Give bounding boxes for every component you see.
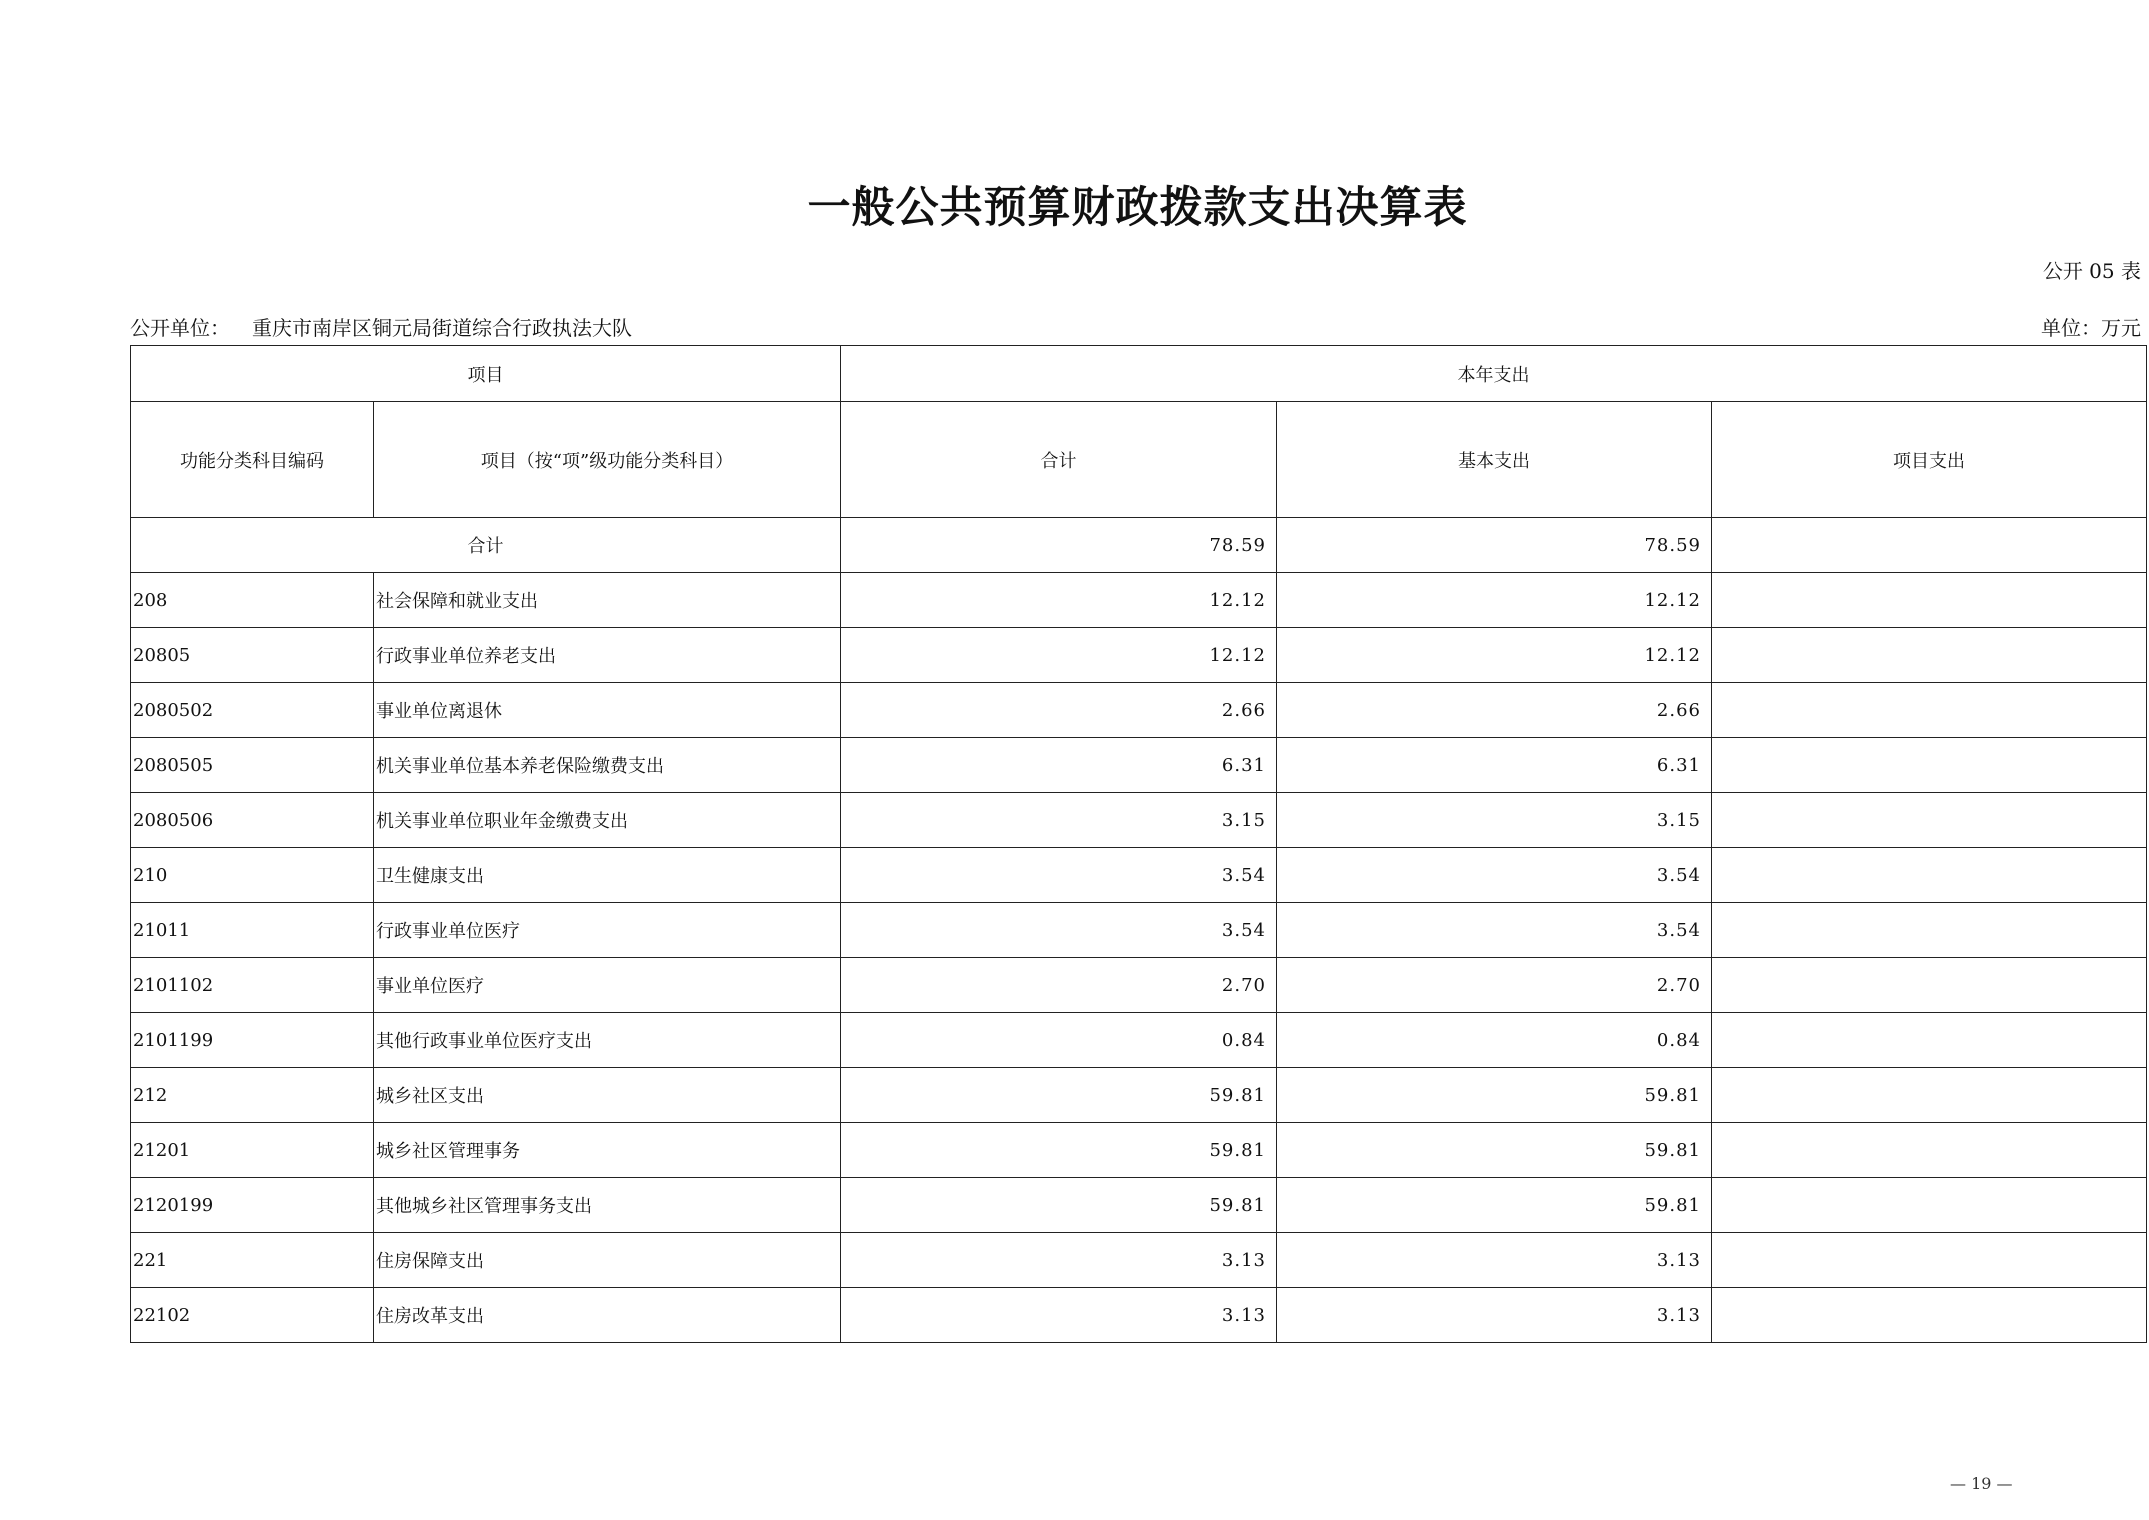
expenditure-table xyxy=(130,345,2147,1343)
total-total: 78.59 xyxy=(841,518,1277,573)
row-project xyxy=(1712,1288,2147,1343)
table-row xyxy=(131,1013,2147,1068)
row-project xyxy=(1712,573,2147,628)
table-row xyxy=(131,573,2147,628)
row-name: 行政事业单位养老支出 xyxy=(374,628,841,683)
row-total: 12.12 xyxy=(841,573,1277,628)
row-project xyxy=(1712,1013,2147,1068)
table-row xyxy=(131,1123,2147,1178)
row-name: 住房保障支出 xyxy=(374,1233,841,1288)
row-name: 城乡社区支出 xyxy=(374,1068,841,1123)
total-basic: 78.59 xyxy=(1277,518,1712,573)
row-name: 机关事业单位基本养老保险缴费支出 xyxy=(374,738,841,793)
row-project xyxy=(1712,738,2147,793)
header-item-group: 项目 xyxy=(131,346,841,402)
row-name: 事业单位医疗 xyxy=(374,958,841,1013)
row-code: 20805 xyxy=(131,628,374,683)
table-row xyxy=(131,1233,2147,1288)
row-basic: 2.70 xyxy=(1277,958,1712,1013)
row-total: 3.54 xyxy=(841,848,1277,903)
table-row xyxy=(131,1178,2147,1233)
table-row xyxy=(131,903,2147,958)
row-code: 2080505 xyxy=(131,738,374,793)
row-total: 2.70 xyxy=(841,958,1277,1013)
header-project: 项目支出 xyxy=(1712,402,2147,518)
total-project xyxy=(1712,518,2147,573)
header-expense-group: 本年支出 xyxy=(841,346,2147,402)
row-project xyxy=(1712,1178,2147,1233)
row-code: 2080506 xyxy=(131,793,374,848)
row-total: 3.13 xyxy=(841,1288,1277,1343)
row-basic: 59.81 xyxy=(1277,1178,1712,1233)
row-project xyxy=(1712,1123,2147,1178)
row-total: 3.15 xyxy=(841,793,1277,848)
row-total: 2.66 xyxy=(841,683,1277,738)
row-basic: 12.12 xyxy=(1277,573,1712,628)
row-basic: 59.81 xyxy=(1277,1123,1712,1178)
row-basic: 2.66 xyxy=(1277,683,1712,738)
table-row xyxy=(131,1288,2147,1343)
row-basic: 6.31 xyxy=(1277,738,1712,793)
form-number: 公开 05 表 xyxy=(2042,259,2141,283)
row-code: 2101199 xyxy=(131,1013,374,1068)
row-basic: 3.15 xyxy=(1277,793,1712,848)
row-basic: 3.13 xyxy=(1277,1288,1712,1343)
row-name: 机关事业单位职业年金缴费支出 xyxy=(374,793,841,848)
unit-name: 重庆市南岸区铜元局街道综合行政执法大队 xyxy=(252,316,632,340)
row-basic: 3.54 xyxy=(1277,903,1712,958)
reporting-unit xyxy=(130,312,632,341)
row-total: 59.81 xyxy=(841,1178,1277,1233)
header-name: 项目（按“项”级功能分类科目） xyxy=(374,402,841,518)
table-row xyxy=(131,738,2147,793)
row-project xyxy=(1712,683,2147,738)
row-project xyxy=(1712,793,2147,848)
row-total: 3.54 xyxy=(841,903,1277,958)
total-label: 合计 xyxy=(131,518,841,573)
row-code: 21011 xyxy=(131,903,374,958)
row-basic: 3.13 xyxy=(1277,1233,1712,1288)
row-basic: 59.81 xyxy=(1277,1068,1712,1123)
table-row xyxy=(131,848,2147,903)
row-code: 210 xyxy=(131,848,374,903)
row-project xyxy=(1712,958,2147,1013)
currency-unit: 单位：万元 xyxy=(2041,316,2141,340)
row-name: 社会保障和就业支出 xyxy=(374,573,841,628)
header-row-group xyxy=(131,346,2147,402)
row-name: 卫生健康支出 xyxy=(374,848,841,903)
page-title: 一般公共预算财政拨款支出决算表 xyxy=(807,183,1468,233)
row-code: 21201 xyxy=(131,1123,374,1178)
row-total: 6.31 xyxy=(841,738,1277,793)
row-code: 212 xyxy=(131,1068,374,1123)
row-total: 3.13 xyxy=(841,1233,1277,1288)
row-name: 事业单位离退休 xyxy=(374,683,841,738)
table-row xyxy=(131,683,2147,738)
unit-label: 公开单位： xyxy=(130,316,230,340)
row-code: 221 xyxy=(131,1233,374,1288)
row-basic: 0.84 xyxy=(1277,1013,1712,1068)
row-total: 59.81 xyxy=(841,1123,1277,1178)
header-row-columns xyxy=(131,402,2147,518)
row-code: 2080502 xyxy=(131,683,374,738)
total-row xyxy=(131,518,2147,573)
table-row xyxy=(131,628,2147,683)
header-code: 功能分类科目编码 xyxy=(131,402,374,518)
row-project xyxy=(1712,1233,2147,1288)
row-total: 0.84 xyxy=(841,1013,1277,1068)
row-project xyxy=(1712,1068,2147,1123)
page-number: — 19 — xyxy=(1950,1474,2013,1493)
row-project xyxy=(1712,628,2147,683)
unit-line xyxy=(130,312,2141,340)
row-project xyxy=(1712,903,2147,958)
row-code: 22102 xyxy=(131,1288,374,1343)
table-row xyxy=(131,1068,2147,1123)
row-name: 城乡社区管理事务 xyxy=(374,1123,841,1178)
row-code: 2120199 xyxy=(131,1178,374,1233)
row-basic: 12.12 xyxy=(1277,628,1712,683)
table-row xyxy=(131,793,2147,848)
header-total: 合计 xyxy=(841,402,1277,518)
row-name: 其他城乡社区管理事务支出 xyxy=(374,1178,841,1233)
row-total: 12.12 xyxy=(841,628,1277,683)
row-name: 住房改革支出 xyxy=(374,1288,841,1343)
row-code: 208 xyxy=(131,573,374,628)
row-basic: 3.54 xyxy=(1277,848,1712,903)
row-project xyxy=(1712,848,2147,903)
row-total: 59.81 xyxy=(841,1068,1277,1123)
table-row xyxy=(131,958,2147,1013)
row-name: 其他行政事业单位医疗支出 xyxy=(374,1013,841,1068)
row-code: 2101102 xyxy=(131,958,374,1013)
row-name: 行政事业单位医疗 xyxy=(374,903,841,958)
header-basic: 基本支出 xyxy=(1277,402,1712,518)
